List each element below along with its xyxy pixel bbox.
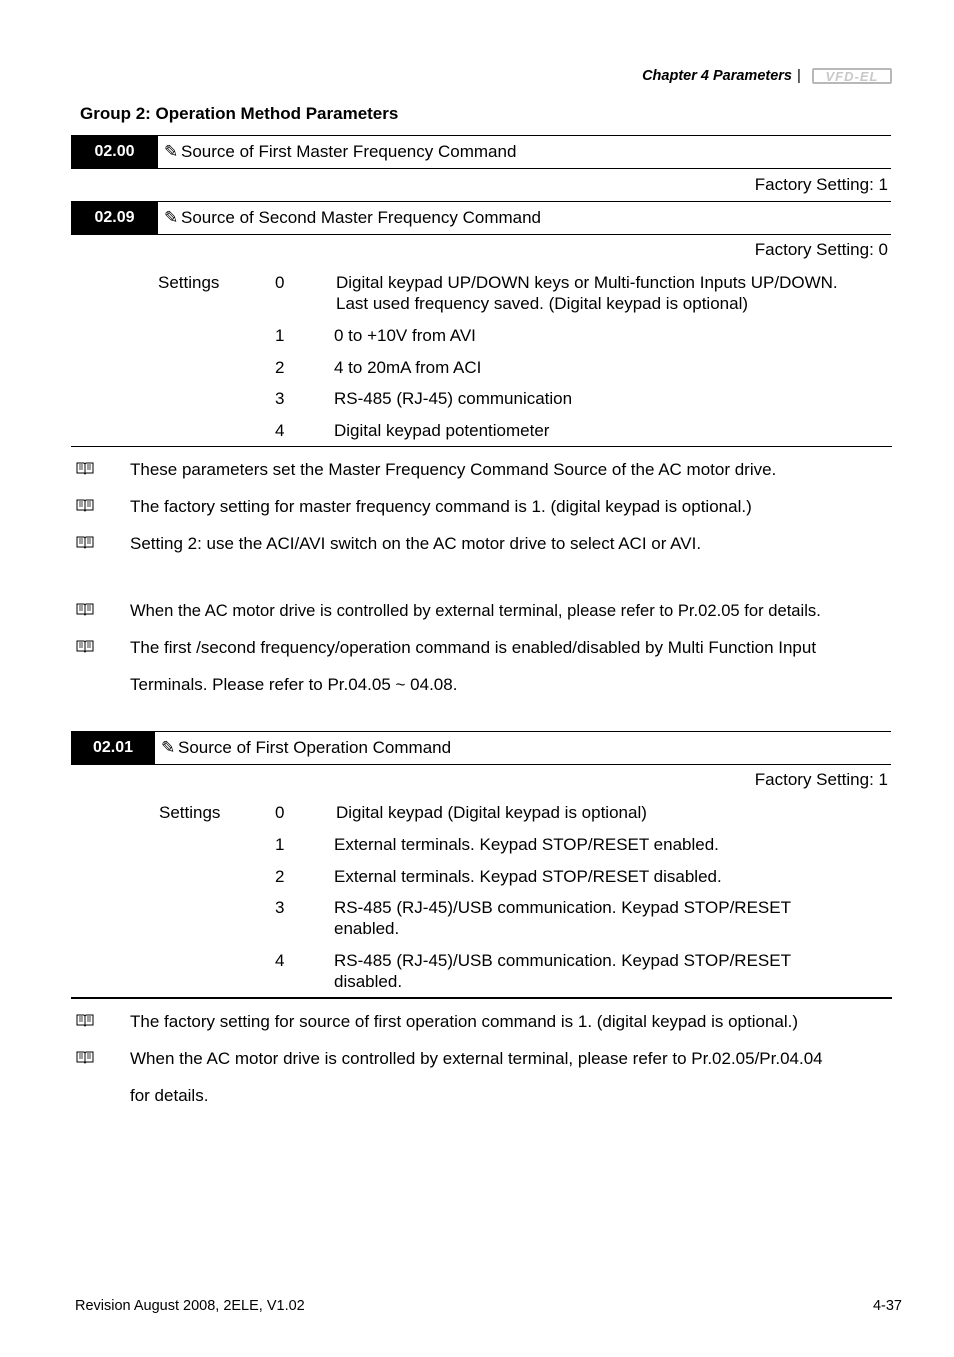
note-text: Terminals. Please refer to Pr.04.05 ~ 04.08. bbox=[130, 675, 458, 694]
note-text: The factory setting for source of first operation command is 1. (digital keypad is optional.) bbox=[130, 1012, 799, 1031]
setting-value: 1 bbox=[275, 326, 285, 345]
setting-value: 3 bbox=[275, 389, 285, 408]
book-icon bbox=[76, 462, 94, 475]
book-icon bbox=[76, 640, 94, 653]
setting-text: RS-485 (RJ-45)/USB communication. Keypad STOP/RESET bbox=[334, 898, 791, 917]
setting-value: 4 bbox=[275, 421, 285, 440]
pen-icon: ✎ bbox=[161, 738, 176, 757]
book-icon bbox=[76, 1014, 94, 1027]
factory-setting: Factory Setting: 1 bbox=[754, 770, 888, 789]
setting-text: Digital keypad (Digital keypad is optional) bbox=[336, 803, 647, 822]
note-text: When the AC motor drive is controlled by external terminal, please refer to Pr.02.05/Pr.04.04 bbox=[130, 1049, 823, 1068]
note-text: Setting 2: use the ACI/AVI switch on the AC motor drive to select ACI or AVI. bbox=[130, 534, 702, 553]
book-icon bbox=[76, 499, 94, 512]
setting-value: 0 bbox=[275, 803, 285, 822]
book-icon bbox=[76, 603, 94, 616]
settings-label: Settings bbox=[158, 273, 220, 292]
setting-value: 1 bbox=[275, 835, 285, 854]
settings-label: Settings bbox=[159, 803, 221, 822]
param-title-text: Source of First Operation Command bbox=[178, 738, 452, 757]
setting-text: External terminals. Keypad STOP/RESET disabled. bbox=[334, 867, 722, 886]
setting-text: External terminals. Keypad STOP/RESET enabled. bbox=[334, 835, 719, 854]
note-text: for details. bbox=[130, 1086, 209, 1105]
pen-icon: ✎ bbox=[164, 142, 179, 161]
param-title-text: Source of Second Master Frequency Command bbox=[181, 208, 542, 227]
setting-text: Digital keypad potentiometer bbox=[334, 421, 550, 440]
book-icon bbox=[76, 1051, 94, 1064]
setting-text: RS-485 (RJ-45) communication bbox=[334, 389, 573, 408]
note-text: The factory setting for master frequency command is 1. (digital keypad is optional.) bbox=[130, 497, 752, 516]
book-icon bbox=[76, 536, 94, 549]
param-number: 02.01 bbox=[71, 732, 155, 764]
setting-value: 0 bbox=[275, 273, 285, 292]
param-header-0209 bbox=[71, 201, 891, 235]
param-title bbox=[164, 202, 541, 234]
divider bbox=[71, 446, 892, 447]
page-number: 4-37 bbox=[872, 1298, 902, 1314]
param-header-0201 bbox=[71, 731, 891, 765]
chapter-title: Chapter 4 Parameters bbox=[642, 68, 792, 84]
param-number: 02.09 bbox=[71, 202, 158, 234]
setting-text: 0 to +10V from AVI bbox=[334, 326, 476, 345]
setting-text: RS-485 (RJ-45)/USB communication. Keypad STOP/RESET bbox=[334, 951, 791, 970]
factory-setting: Factory Setting: 1 bbox=[754, 175, 888, 194]
param-title-text: Source of First Master Frequency Command bbox=[181, 142, 517, 161]
pen-icon: ✎ bbox=[164, 208, 179, 227]
setting-text: 4 to 20mA from ACI bbox=[334, 358, 482, 377]
setting-value: 2 bbox=[275, 358, 285, 377]
param-number: 02.00 bbox=[71, 136, 158, 168]
param-header-0200 bbox=[71, 135, 891, 169]
param-title bbox=[164, 136, 516, 168]
setting-value: 2 bbox=[275, 867, 285, 886]
setting-text: Last used frequency saved. (Digital keypad is optional) bbox=[336, 294, 749, 313]
divider bbox=[71, 997, 892, 999]
setting-value: 3 bbox=[275, 898, 285, 917]
note-text: These parameters set the Master Frequency Command Source of the AC motor drive. bbox=[130, 460, 777, 479]
footer-revision: Revision August 2008, 2ELE, V1.02 bbox=[75, 1298, 305, 1314]
group-title: Group 2: Operation Method Parameters bbox=[80, 104, 399, 123]
brand-logo: VFD-EL bbox=[812, 68, 892, 84]
factory-setting: Factory Setting: 0 bbox=[754, 240, 888, 259]
setting-text: Digital keypad UP/DOWN keys or Multi-function Inputs UP/DOWN. bbox=[336, 273, 838, 292]
header-separator: | bbox=[797, 67, 801, 84]
setting-text: disabled. bbox=[334, 972, 403, 991]
note-text: When the AC motor drive is controlled by external terminal, please refer to Pr.02.05 for details. bbox=[130, 601, 821, 620]
note-text: The first /second frequency/operation command is enabled/disabled by Multi Function Input bbox=[130, 638, 817, 657]
setting-value: 4 bbox=[275, 951, 285, 970]
param-title bbox=[161, 732, 451, 764]
setting-text: enabled. bbox=[334, 919, 400, 938]
